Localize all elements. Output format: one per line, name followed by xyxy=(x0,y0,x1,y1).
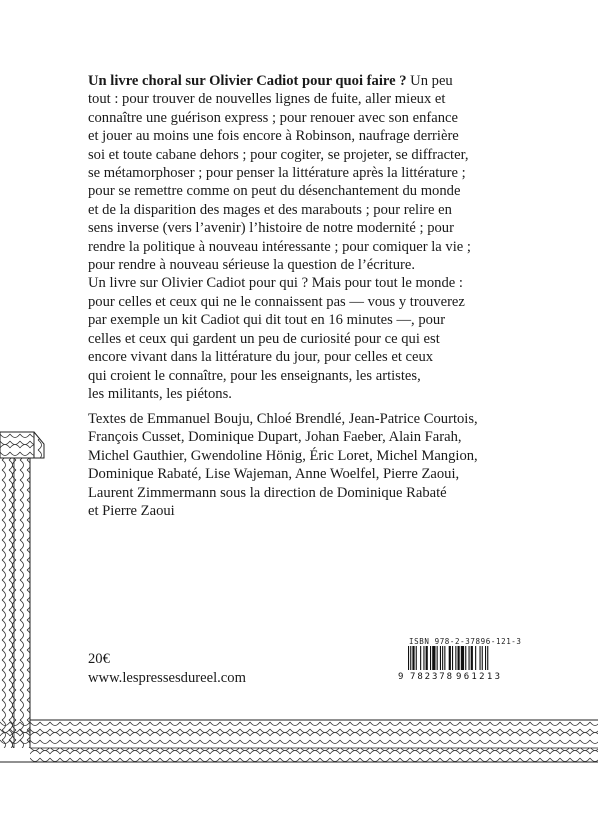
barcode-bar xyxy=(440,646,441,670)
barcode-bar xyxy=(480,646,481,670)
back-cover-blurb xyxy=(88,72,533,403)
border-top-arm xyxy=(0,432,44,458)
barcode-bar xyxy=(482,646,483,670)
blurb-line: Un livre choral sur Olivier Cadiot pour quoi faire ? Un peu xyxy=(88,73,453,89)
blurb-line: soi et toute cabane dehors ; pour cogiter, se projeter, se diffracter, xyxy=(88,146,469,163)
barcode-bar xyxy=(420,646,421,670)
blurb-line: connaître une guérison express ; pour renouer avec son enfance xyxy=(88,109,458,126)
blurb-line: Un livre sur Olivier Cadiot pour qui ? Mais pour tout le monde : xyxy=(88,275,463,292)
barcode-bar xyxy=(437,646,438,670)
barcode-bar xyxy=(426,646,428,670)
price: 20€ xyxy=(88,651,110,667)
barcode-bar xyxy=(471,646,473,670)
blurb-line: celles et ceux qui gardent un peu de curiosité pour ce qui est xyxy=(88,330,440,347)
border-bottom-band xyxy=(0,720,598,762)
blurb-line: pour celles et ceux qui ne le connaissent pas — vous y trouverez xyxy=(88,293,465,310)
border-left-column xyxy=(0,458,30,748)
blurb-line: encore vivant dans la littérature du jour, pour celles et ceux xyxy=(88,349,434,366)
barcode-bar xyxy=(449,646,451,670)
isbn-label: ISBN 978-2-37896-121-3 xyxy=(409,637,522,646)
contributors-list xyxy=(88,410,533,520)
contributors-line: et Pierre Zaoui xyxy=(88,503,175,520)
blurb-line: tout : pour trouver de nouvelles lignes de fuite, aller mieux et xyxy=(88,91,446,108)
barcode-bar xyxy=(444,646,445,670)
contributors-line: Michel Gauthier, Gwendoline Hönig, Éric Loret, Michel Mangion, xyxy=(88,447,478,464)
blurb-line: pour rendre à nouveau sérieuse la question de l’écriture. xyxy=(88,257,416,274)
isbn-barcode xyxy=(398,646,504,680)
blurb-line: pour se remettre comme on peut du désenchantement du monde xyxy=(88,183,461,200)
barcode-bar xyxy=(461,646,464,670)
barcode-bar xyxy=(469,646,470,670)
barcode-bar xyxy=(458,646,460,670)
blurb-line: par exemple un kit Cadiot qui dit tout en 16 minutes —, pour xyxy=(88,312,446,329)
blurb-lead: Un livre choral sur Olivier Cadiot pour quoi faire ? xyxy=(88,73,407,89)
barcode-bar xyxy=(485,646,486,670)
barcode-bar xyxy=(430,646,431,670)
barcode-digit-lead: 9 xyxy=(398,672,404,680)
publisher-website: www.lespressesdureel.com xyxy=(88,670,246,686)
barcode-digits-left: 782378 xyxy=(410,672,452,680)
barcode-bar xyxy=(442,646,443,670)
blurb-line: se métamorphoser ; pour penser la littérature après la littérature ; xyxy=(88,165,466,182)
blurb-line: et jouer au moins une fois encore à Robinson, naufrage derrière xyxy=(88,128,459,145)
barcode-bar xyxy=(465,646,466,670)
barcode-bar xyxy=(432,646,435,670)
barcode-bar xyxy=(423,646,424,670)
contributors-line: Laurent Zimmermann sous la direction de Dominique Rabaté xyxy=(88,484,447,501)
blurb-line: et de la disparition des mages et des marabouts ; pour relire en xyxy=(88,201,452,218)
blurb-line: rendre la politique à nouveau intéressante ; pour comiquer la vie ; xyxy=(88,238,471,255)
contributors-line: François Cusset, Dominique Dupart, Johan Faeber, Alain Farah, xyxy=(88,429,462,446)
barcode-bar xyxy=(455,646,456,670)
blurb-line: sens inverse (vers l’avenir) l’histoire de notre modernité ; pour xyxy=(88,220,454,237)
barcode-bar xyxy=(412,646,414,670)
barcode-bar xyxy=(452,646,453,670)
barcode-bar xyxy=(416,646,417,670)
contributors-line: Dominique Rabaté, Lise Wajeman, Anne Woelfel, Pierre Zaoui, xyxy=(88,466,460,483)
contributors-line: Textes de Emmanuel Bouju, Chloé Brendlé, Jean-Patrice Courtois, xyxy=(88,411,478,427)
barcode-digits-right: 961213 xyxy=(456,672,500,680)
barcode-bar xyxy=(410,646,411,670)
barcode-bar xyxy=(408,646,409,670)
barcode-bar xyxy=(475,646,476,670)
blurb-line: qui croient le connaître, pour les enseignants, les artistes, xyxy=(88,367,421,384)
barcode-bars xyxy=(408,646,488,670)
blurb-line: les militants, les piétons. xyxy=(88,385,232,402)
barcode-bar xyxy=(487,646,488,670)
